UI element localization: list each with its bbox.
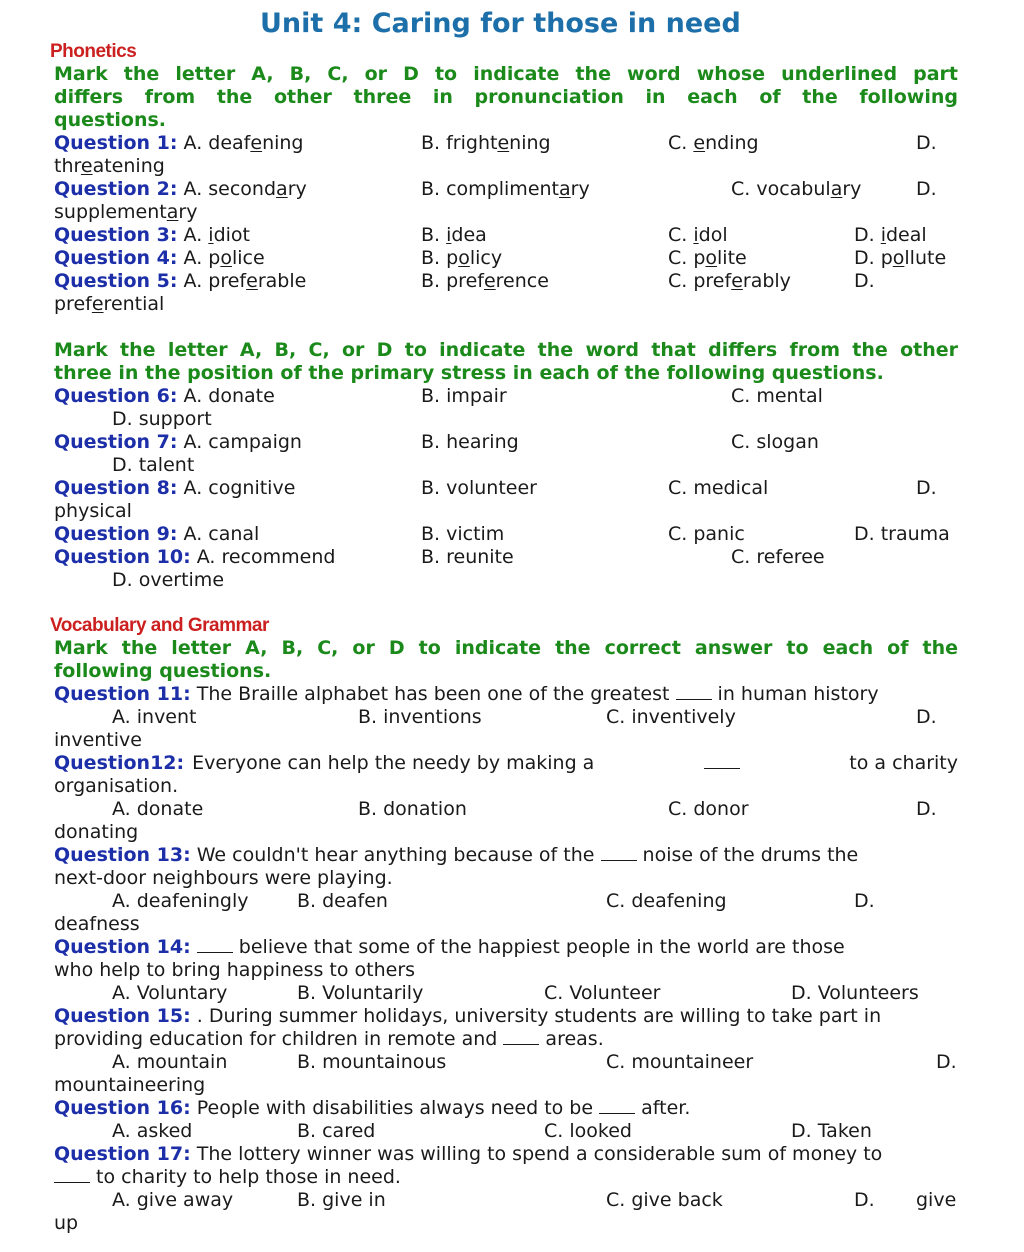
question-14-stem-2: who help to bring happiness to others bbox=[54, 959, 416, 981]
question-label: Question 4: bbox=[54, 247, 178, 269]
question-4-option-a: Question 4: A. police bbox=[54, 247, 265, 269]
question-13-option-d: deafness bbox=[54, 913, 140, 935]
question-6-option-d: D. support bbox=[112, 408, 212, 430]
question-3-option-c: C. idol bbox=[668, 224, 728, 246]
question-8-option-d: physical bbox=[54, 500, 132, 522]
question-6-option-c: C. mental bbox=[731, 385, 823, 407]
question-11-option-c: C. inventively bbox=[606, 706, 736, 728]
section-vocabulary-grammar: Vocabulary and Grammar bbox=[50, 615, 269, 636]
instruction-pronunciation-3: questions. bbox=[54, 109, 167, 131]
question-9-option-c: C. panic bbox=[668, 523, 745, 545]
answer-blank bbox=[54, 1166, 90, 1183]
question-15-option-b: B. mountainous bbox=[297, 1051, 447, 1073]
question-16-option-d: D. Taken bbox=[791, 1120, 872, 1142]
question-14-option-b: B. Voluntarily bbox=[297, 982, 424, 1004]
question-label: Question 11: bbox=[54, 683, 191, 705]
question-4-option-d: D. pollute bbox=[854, 247, 947, 269]
question-10-option-b: B. reunite bbox=[421, 546, 514, 568]
question-12-option-b: B. donation bbox=[358, 798, 467, 820]
question-14-option-d: D. Volunteers bbox=[791, 982, 919, 1004]
question-label: Question 17: bbox=[54, 1143, 191, 1165]
question-2-option-d: supplementary bbox=[54, 201, 198, 223]
question-label: Question 14: bbox=[54, 936, 191, 958]
question-8-option-b: B. volunteer bbox=[421, 477, 537, 499]
question-2-option-d-letter: D. bbox=[916, 178, 937, 200]
question-5-option-d-letter: D. bbox=[854, 270, 875, 292]
question-17-option-a: A. give away bbox=[112, 1189, 234, 1211]
question-14-stem: Question 14: believe that some of the happiest people in the world are those bbox=[54, 936, 845, 958]
question-12-stem-2: organisation. bbox=[54, 775, 179, 797]
question-17-stem-2: to charity to help those in need. bbox=[54, 1166, 401, 1189]
answer-blank bbox=[599, 1097, 635, 1114]
question-17-option-d-letter: D. bbox=[854, 1189, 875, 1211]
question-12-option-c: C. donor bbox=[668, 798, 749, 820]
answer-blank bbox=[704, 752, 740, 769]
question-4-option-c: C. polite bbox=[668, 247, 747, 269]
answer-blank bbox=[197, 936, 233, 953]
question-8-option-c: C. medical bbox=[668, 477, 769, 499]
question-8-option-d-letter: D. bbox=[916, 477, 937, 499]
question-10-option-c: C. referee bbox=[731, 546, 825, 568]
question-label: Question 9: bbox=[54, 523, 178, 545]
answer-blank bbox=[676, 683, 712, 700]
question-14-option-a: A. Voluntary bbox=[112, 982, 228, 1004]
question-3-option-b: B. idea bbox=[421, 224, 487, 246]
instruction-vocab-2: following questions. bbox=[54, 660, 272, 682]
question-4-option-b: B. policy bbox=[421, 247, 503, 269]
answer-blank bbox=[601, 844, 637, 861]
question-11-option-a: A. invent bbox=[112, 706, 197, 728]
section-phonetics: Phonetics bbox=[50, 41, 137, 62]
question-9-option-d: D. trauma bbox=[854, 523, 950, 545]
question-7-option-a: Question 7: A. campaign bbox=[54, 431, 302, 453]
question-1-option-d-letter: D. bbox=[916, 132, 937, 154]
question-2-option-b: B. complimentary bbox=[421, 178, 590, 200]
question-10-option-d: D. overtime bbox=[112, 569, 225, 591]
question-1-option-c: C. ending bbox=[668, 132, 759, 154]
question-label: Question 16: bbox=[54, 1097, 191, 1119]
question-1-option-a: Question 1: A. deafening bbox=[54, 132, 304, 154]
question-12-option-a: A. donate bbox=[112, 798, 204, 820]
question-number: 12: bbox=[150, 752, 185, 774]
question-8-option-a: Question 8: A. cognitive bbox=[54, 477, 296, 499]
question-label: Question bbox=[54, 752, 151, 774]
question-17-option-d-word: give bbox=[916, 1189, 957, 1211]
question-16-option-b: B. cared bbox=[297, 1120, 376, 1142]
instruction-pronunciation-2: differs from the other three in pronunciation in each of the following bbox=[54, 86, 958, 108]
question-7-option-c: C. slogan bbox=[731, 431, 819, 453]
question-11-option-b: B. inventions bbox=[358, 706, 482, 728]
question-label: Question 15: bbox=[54, 1005, 191, 1027]
question-label: Question 2: bbox=[54, 178, 178, 200]
question-12-stem-text: Everyone can help the needy by making a to a charity bbox=[192, 752, 958, 774]
question-label: Question 7: bbox=[54, 431, 178, 453]
question-2-option-c: C. vocabulary bbox=[731, 178, 862, 200]
question-6-option-b: B. impair bbox=[421, 385, 507, 407]
question-label: Question 6: bbox=[54, 385, 178, 407]
question-7-option-d: D. talent bbox=[112, 454, 195, 476]
question-14-option-c: C. Volunteer bbox=[544, 982, 661, 1004]
question-15-option-d-letter: D. bbox=[936, 1051, 957, 1073]
question-3-option-a: Question 3: A. idiot bbox=[54, 224, 250, 246]
question-17-stem: Question 17: The lottery winner was willing to spend a considerable sum of money to bbox=[54, 1143, 883, 1165]
answer-blank bbox=[503, 1028, 539, 1045]
question-13-option-c: C. deafening bbox=[606, 890, 727, 912]
question-5-option-c: C. preferably bbox=[668, 270, 791, 292]
question-3-option-d: D. ideal bbox=[854, 224, 927, 246]
question-label: Question 3: bbox=[54, 224, 178, 246]
question-12-option-d-letter: D. bbox=[916, 798, 937, 820]
question-13-stem-2: next-door neighbours were playing. bbox=[54, 867, 393, 889]
question-5-option-d: preferential bbox=[54, 293, 165, 315]
instruction-pronunciation-1: Mark the letter A, B, C, or D to indicate the word whose underlined part bbox=[54, 63, 958, 85]
question-label: Question 5: bbox=[54, 270, 178, 292]
page-title: Unit 4: Caring for those in need bbox=[260, 8, 741, 39]
question-6-option-a: Question 6: A. donate bbox=[54, 385, 275, 407]
question-17-option-d: up bbox=[54, 1212, 79, 1234]
question-11-option-d-letter: D. bbox=[916, 706, 937, 728]
instruction-vocab-1: Mark the letter A, B, C, or D to indicate the correct answer to each of the bbox=[54, 637, 958, 659]
question-17-option-b: B. give in bbox=[297, 1189, 386, 1211]
question-9-option-a: Question 9: A. canal bbox=[54, 523, 260, 545]
question-11-stem: Question 11: The Braille alphabet has been one of the greatest in human history bbox=[54, 683, 879, 705]
question-13-stem: Question 13: We couldn't hear anything because of the noise of the drums the bbox=[54, 844, 859, 866]
question-13-option-a: A. deafeningly bbox=[112, 890, 249, 912]
question-label: Question 13: bbox=[54, 844, 191, 866]
instruction-stress-1: Mark the letter A, B, C, or D to indicate the word that differs from the other bbox=[54, 339, 958, 361]
question-15-option-a: A. mountain bbox=[112, 1051, 228, 1073]
question-11-option-d: inventive bbox=[54, 729, 142, 751]
question-16-option-c: C. looked bbox=[544, 1120, 632, 1142]
question-15-option-d: mountaineering bbox=[54, 1074, 206, 1096]
question-1-option-d: threatening bbox=[54, 155, 165, 177]
instruction-stress-2: three in the position of the primary stress in each of the following questions. bbox=[54, 362, 884, 384]
question-10-option-a: Question 10: A. recommend bbox=[54, 546, 336, 568]
question-9-option-b: B. victim bbox=[421, 523, 505, 545]
question-16-option-a: A. asked bbox=[112, 1120, 193, 1142]
question-2-option-a: Question 2: A. secondary bbox=[54, 178, 307, 200]
question-label: Question 8: bbox=[54, 477, 178, 499]
question-12-option-d: donating bbox=[54, 821, 139, 843]
question-16-stem: Question 16: People with disabilities always need to be after. bbox=[54, 1097, 691, 1119]
question-17-option-c: C. give back bbox=[606, 1189, 723, 1211]
question-label: Question 1: bbox=[54, 132, 178, 154]
question-label: Question 10: bbox=[54, 546, 191, 568]
question-5-option-b: B. preference bbox=[421, 270, 549, 292]
question-1-option-b: B. frightening bbox=[421, 132, 551, 154]
question-15-option-c: C. mountaineer bbox=[606, 1051, 754, 1073]
question-13-option-b: B. deafen bbox=[297, 890, 388, 912]
question-12-stem bbox=[54, 752, 958, 775]
question-7-option-b: B. hearing bbox=[421, 431, 519, 453]
question-5-option-a: Question 5: A. preferable bbox=[54, 270, 307, 292]
question-15-stem: Question 15: . During summer holidays, university students are willing to take part in bbox=[54, 1005, 882, 1027]
question-13-option-d-letter: D. bbox=[854, 890, 875, 912]
question-15-stem-2: providing education for children in remote and areas. bbox=[54, 1028, 604, 1050]
